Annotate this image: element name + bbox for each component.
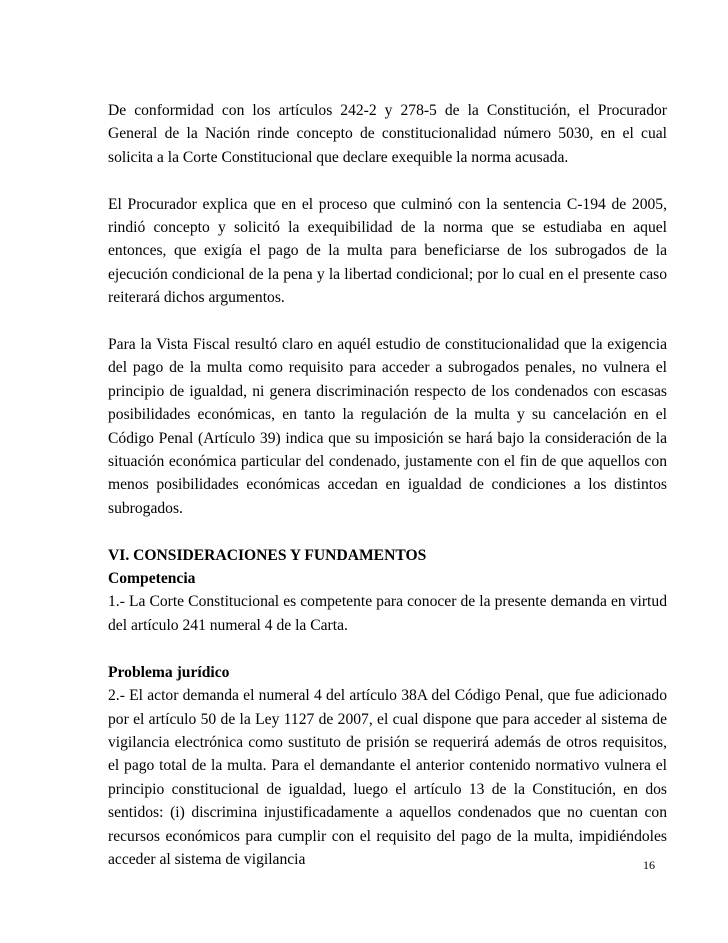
paragraph-competencia: 1.- La Corte Constitucional es competente para conocer de la presente demanda en virtud del artículo 241 numeral 4 de la Carta.	[108, 593, 667, 634]
paragraph-procurador-explica: El Procurador explica que en el proceso que culminó con la sentencia C-194 de 2005, rindió concepto y solicitó la exequibilidad de la norma que se estudiaba en aquel entonces, que exigía el pago de la multa para beneficiarse de los subrogados de la ejecución condicional de la pena y la libertad condicional; por lo cual en el presente caso reiterará dichos argumentos.	[108, 195, 667, 307]
section-heading: VI. CONSIDERACIONES Y FUNDAMENTOS	[108, 546, 427, 564]
paragraph-problema-juridico: 2.- El actor demanda el numeral 4 del artículo 38A del Código Penal, que fue adicionado por el artículo 50 de la Ley 1127 de 2007, el cual dispone que para acceder al sistema de vigilancia electrónica como sustituto de prisión se requerirá además de otros requisitos, el pago total de la multa. Para el demandante el anterior contenido normativo vulnera el principio constitucional de igualdad, luego el artículo 13 de la Constitución, en dos sentidos: (i) discrimina injustificadamente a aquellos condenados que no cuentan con recursos económicos para cumplir con el requisito del pago de la multa, impidiéndoles acceder al sistema de vigilancia	[108, 687, 667, 868]
document-body	[108, 99, 667, 871]
problema-juridico-heading: Problema jurídico	[108, 663, 230, 681]
page-number: 16	[643, 858, 655, 872]
paragraph-vista-fiscal: Para la Vista Fiscal resultó claro en aquél estudio de constitucionalidad que la exigencia del pago de la multa como requisito para acceder a subrogados penales, no vulnera el principio de igualdad, ni genera discriminación respecto de los condenados con escasas posibilidades económicas, en tanto la regulación de la multa y su cancelación en el Código Penal (Artículo 39) indica que su imposición se hará bajo la consideración de la situación económica particular del condenado, justamente con el fin de que aquellos con menos posibilidades económicas accedan en igualdad de condiciones a los distintos subrogados.	[108, 336, 667, 517]
competencia-heading: Competencia	[108, 570, 196, 588]
paragraph-procurador-concepto: De conformidad con los artículos 242-2 y 278-5 de la Constitución, el Procurador General de la Nación rinde concepto de constitucionalidad número 5030, en el cual solicita a la Corte Constitucional que declare exequible la norma acusada.	[108, 102, 667, 166]
